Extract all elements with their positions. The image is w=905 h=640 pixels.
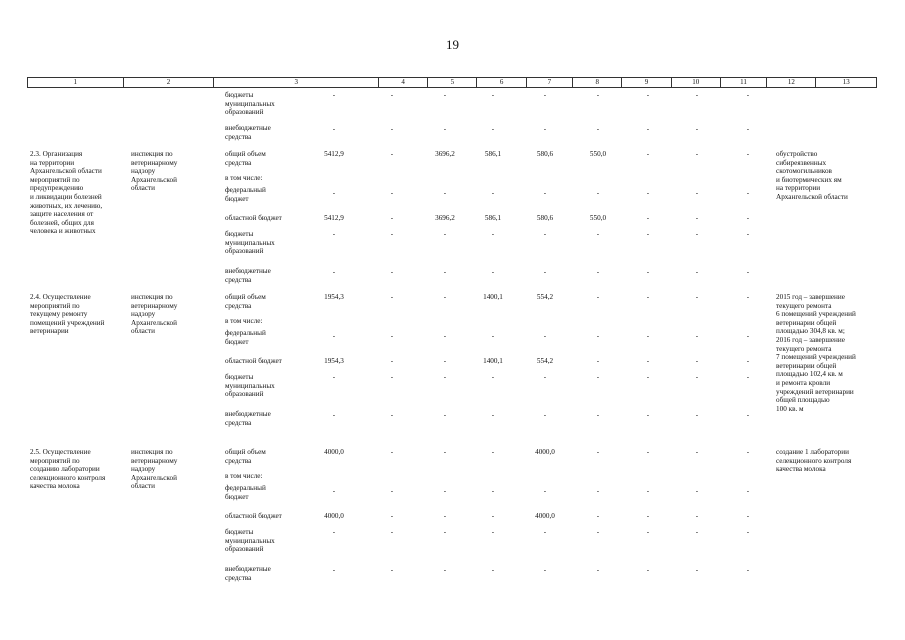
total-col-12: - [746,448,750,456]
regional-col-4: 1954,3 [324,357,344,365]
municipal-col-10: - [646,373,650,381]
federal-col-6: - [443,332,447,340]
municipal-col-7: - [491,230,495,238]
extrabudget-col-11: - [695,268,699,276]
regional-col-10: - [646,357,650,365]
regional-col-11: - [695,512,699,520]
municipal-col-7: - [491,373,495,381]
expected-result: создание 1 лаборатории селекционного контроля качества молока [776,448,852,474]
federal-col-7: - [491,332,495,340]
federal-col-7: - [491,487,495,495]
funding-label-extrabudget: внебюджетные средства [225,410,271,427]
extrabudget-col-10: - [646,411,650,419]
federal-col-5: - [390,487,394,495]
cont-municipal-col-11: - [695,91,699,99]
extrabudget-col-9: - [596,411,600,419]
municipal-col-9: - [596,528,600,536]
extrabudget-col-6: - [443,566,447,574]
cont-extrabudget-col-5: - [390,125,394,133]
header-col-10: 10 [672,78,721,87]
extrabudget-col-7: - [491,411,495,419]
extrabudget-col-5: - [390,411,394,419]
municipal-col-5: - [390,528,394,536]
regional-col-5: - [390,214,394,222]
table-header [27,77,877,88]
extrabudget-col-9: - [596,268,600,276]
municipal-col-7: - [491,528,495,536]
regional-col-5: - [390,512,394,520]
extrabudget-col-9: - [596,566,600,574]
extrabudget-col-5: - [390,566,394,574]
funding-label-municipal: бюджеты муниципальных образований [225,528,275,554]
funding-label-including: в том числе: [225,472,263,480]
total-col-4: 1954,3 [324,293,344,301]
executor: инспекция по ветеринарному надзору Архангельской области [131,448,178,491]
cont-extrabudget-col-12: - [746,125,750,133]
federal-col-5: - [390,332,394,340]
regional-col-4: 5412,9 [324,214,344,222]
cont-municipal-col-10: - [646,91,650,99]
regional-col-9: 550,0 [589,214,607,222]
funding-label-municipal: бюджеты муниципальных образований [225,91,275,117]
federal-col-11: - [695,487,699,495]
cont-municipal-col-8: - [543,91,547,99]
total-col-4: 5412,9 [324,150,344,158]
measure-name: 2.3. Организация на территории Архангельской области мероприятий по предупреждению и ликвидации болезней животных, их лечению, защите населения от болезней, общих для человека и животных [30,150,103,236]
municipal-col-8: - [543,230,547,238]
municipal-col-4: - [332,230,336,238]
funding-label-federal: федеральный бюджет [225,329,266,346]
funding-label-federal: федеральный бюджет [225,484,266,501]
funding-label-regional: областной бюджет [225,214,282,222]
municipal-col-12: - [746,528,750,536]
regional-col-11: - [695,214,699,222]
extrabudget-col-12: - [746,566,750,574]
total-col-6: - [443,293,447,301]
total-col-7: 586,1 [484,150,502,158]
executor: инспекция по ветеринарному надзору Архангельской области [131,293,178,336]
extrabudget-col-11: - [695,411,699,419]
extrabudget-col-10: - [646,566,650,574]
federal-col-9: - [596,189,600,197]
total-col-11: - [695,293,699,301]
regional-col-8: 580,6 [536,214,554,222]
funding-label-including: в том числе: [225,174,263,182]
cont-extrabudget-col-6: - [443,125,447,133]
regional-col-8: 4000,0 [535,512,555,520]
header-col-11: 11 [721,78,767,87]
total-col-9: 550,0 [589,150,607,158]
federal-col-10: - [646,332,650,340]
municipal-col-10: - [646,230,650,238]
municipal-col-11: - [695,373,699,381]
cont-extrabudget-col-11: - [695,125,699,133]
total-col-7: 1400,1 [483,293,503,301]
total-col-8: 580,6 [536,150,554,158]
total-col-5: - [390,448,394,456]
federal-col-4: - [332,332,336,340]
federal-col-12: - [746,332,750,340]
municipal-col-11: - [695,230,699,238]
municipal-col-4: - [332,528,336,536]
regional-col-4: 4000,0 [324,512,344,520]
federal-col-10: - [646,189,650,197]
funding-label-extrabudget: внебюджетные средства [225,565,271,582]
extrabudget-col-12: - [746,268,750,276]
total-col-12: - [746,293,750,301]
total-col-10: - [646,150,650,158]
federal-col-10: - [646,487,650,495]
total-col-5: - [390,293,394,301]
municipal-col-6: - [443,230,447,238]
extrabudget-col-7: - [491,268,495,276]
measure-name: 2.5. Осуществление мероприятий по созданию лаборатории селекционного контроля качества молока [30,448,106,491]
cont-municipal-col-6: - [443,91,447,99]
federal-col-9: - [596,332,600,340]
regional-col-6: - [443,357,447,365]
regional-col-10: - [646,512,650,520]
funding-label-extrabudget: внебюджетные средства [225,267,271,284]
total-col-11: - [695,150,699,158]
header-col-5: 5 [428,78,477,87]
extrabudget-col-5: - [390,268,394,276]
total-col-9: - [596,448,600,456]
regional-col-10: - [646,214,650,222]
header-col-1: 1 [28,78,124,87]
regional-col-7: 586,1 [484,214,502,222]
municipal-col-10: - [646,528,650,536]
funding-label-total: общий объем средства [225,448,266,465]
header-col-3: 3 [214,78,379,87]
federal-col-11: - [695,332,699,340]
total-col-10: - [646,448,650,456]
extrabudget-col-4: - [332,411,336,419]
expected-result: обустройство сибиреязвенных скотомогильников и биотермических ям на территории Архангельской области [776,150,848,201]
total-col-9: - [596,293,600,301]
regional-col-7: - [491,512,495,520]
header-col-2: 2 [124,78,215,87]
header-col-7: 7 [527,78,573,87]
extrabudget-col-8: - [543,566,547,574]
funding-label-regional: областной бюджет [225,357,282,365]
federal-col-4: - [332,189,336,197]
federal-col-8: - [543,487,547,495]
regional-col-11: - [695,357,699,365]
municipal-col-8: - [543,373,547,381]
cont-municipal-col-7: - [491,91,495,99]
municipal-col-9: - [596,373,600,381]
municipal-col-9: - [596,230,600,238]
header-col-12: 12 [767,78,816,87]
funding-label-including: в том числе: [225,317,263,325]
funding-label-municipal: бюджеты муниципальных образований [225,373,275,399]
extrabudget-col-4: - [332,268,336,276]
measure-name: 2.4. Осуществление мероприятий по текущему ремонту помещений учреждений ветеринарии [30,293,105,336]
regional-col-5: - [390,357,394,365]
funding-label-total: общий объем средства [225,150,266,167]
municipal-col-4: - [332,373,336,381]
header-col-9: 9 [622,78,671,87]
federal-col-11: - [695,189,699,197]
regional-col-12: - [746,357,750,365]
total-col-7: - [491,448,495,456]
cont-municipal-col-12: - [746,91,750,99]
regional-col-7: 1400,1 [483,357,503,365]
total-col-4: 4000,0 [324,448,344,456]
regional-col-12: - [746,214,750,222]
cont-extrabudget-col-4: - [332,125,336,133]
total-col-10: - [646,293,650,301]
total-col-5: - [390,150,394,158]
federal-col-5: - [390,189,394,197]
total-col-12: - [746,150,750,158]
municipal-col-5: - [390,230,394,238]
extrabudget-col-6: - [443,411,447,419]
header-col-13: 13 [842,78,850,86]
total-col-6: - [443,448,447,456]
page-number: 19 [446,37,459,52]
funding-label-federal: федеральный бюджет [225,186,266,203]
executor: инспекция по ветеринарному надзору Архангельской области [131,150,178,193]
federal-col-6: - [443,487,447,495]
municipal-col-12: - [746,230,750,238]
cont-extrabudget-col-10: - [646,125,650,133]
total-col-8: 554,2 [536,293,554,301]
municipal-col-6: - [443,528,447,536]
federal-col-8: - [543,189,547,197]
municipal-col-12: - [746,373,750,381]
regional-col-6: - [443,512,447,520]
cont-municipal-col-5: - [390,91,394,99]
federal-col-8: - [543,332,547,340]
federal-col-9: - [596,487,600,495]
extrabudget-col-12: - [746,411,750,419]
funding-label-extrabudget: внебюджетные средства [225,124,271,141]
regional-col-6: 3696,2 [435,214,455,222]
extrabudget-col-8: - [543,268,547,276]
funding-label-total: общий объем средства [225,293,266,310]
federal-col-4: - [332,487,336,495]
federal-col-6: - [443,189,447,197]
total-col-6: 3696,2 [435,150,455,158]
cont-municipal-col-4: - [332,91,336,99]
extrabudget-col-10: - [646,268,650,276]
municipal-col-5: - [390,373,394,381]
extrabudget-col-8: - [543,411,547,419]
municipal-col-6: - [443,373,447,381]
regional-col-9: - [596,512,600,520]
header-col-8: 8 [573,78,622,87]
funding-label-regional: областной бюджет [225,512,282,520]
federal-col-7: - [491,189,495,197]
cont-extrabudget-col-9: - [596,125,600,133]
federal-col-12: - [746,189,750,197]
funding-label-municipal: бюджеты муниципальных образований [225,230,275,256]
municipal-col-8: - [543,528,547,536]
cont-municipal-col-9: - [596,91,600,99]
federal-col-12: - [746,487,750,495]
total-col-11: - [695,448,699,456]
total-col-8: 4000,0 [535,448,555,456]
extrabudget-col-4: - [332,566,336,574]
municipal-col-11: - [695,528,699,536]
cont-extrabudget-col-8: - [543,125,547,133]
header-col-6: 6 [477,78,526,87]
extrabudget-col-7: - [491,566,495,574]
regional-col-12: - [746,512,750,520]
cont-extrabudget-col-7: - [491,125,495,133]
extrabudget-col-11: - [695,566,699,574]
regional-col-9: - [596,357,600,365]
header-col-4: 4 [379,78,428,87]
expected-result: 2015 год – завершение текущего ремонта 6 помещений учреждений ветеринарии общей площадью 304,8 кв. м; 2016 год – завершение текущего ремонта 7 помещений учреждений ветеринарии общей площадью 102,4 кв. м и ремонта кровли учреждений ветеринарии общей площадью 100 кв. м [776,293,856,413]
extrabudget-col-6: - [443,268,447,276]
regional-col-8: 554,2 [536,357,554,365]
